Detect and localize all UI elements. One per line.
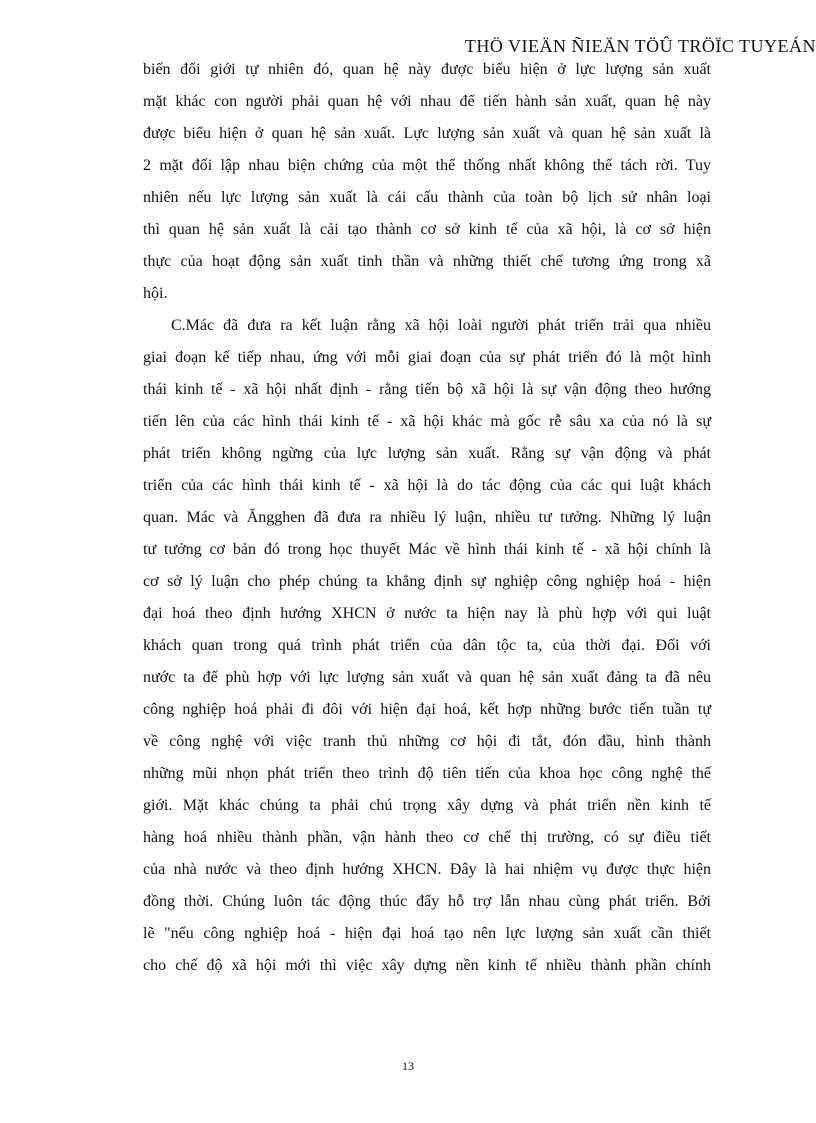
paragraph-1 bbox=[143, 54, 711, 310]
text-line: lẽ "nếu công nghiệp hoá - hiện đại hoá tạo nên lực lượng sản xuất cần thiết bbox=[143, 925, 711, 942]
text-line: thực của hoạt động sản xuất tinh thần và những thiết chế tương ứng trong xã bbox=[143, 253, 711, 270]
text-line: cho chế độ xã hội mới thì việc xây dựng nền kinh tế nhiều thành phần chính bbox=[143, 957, 711, 974]
text-line: C.Mác đã đưa ra kết luận rằng xã hội loài người phát triển trải qua nhiều bbox=[171, 317, 711, 334]
text-line: cơ sở lý luận cho phép chúng ta khẳng định sự nghiệp công nghiệp hoá - hiện bbox=[143, 573, 711, 590]
text-line: hàng hoá nhiều thành phần, vận hành theo cơ chế thị trường, có sự điều tiết bbox=[143, 829, 711, 846]
text-line: thái kinh tế - xã hội nhất định - rằng tiến bộ xã hội là sự vận động theo hướng bbox=[143, 381, 711, 398]
text-line: về công nghệ với việc tranh thủ những cơ hội đi tắt, đón đầu, hình thành bbox=[143, 733, 711, 750]
text-line: 2 mặt đối lập nhau biện chứng của một thể thống nhất không thể tách rời. Tuy bbox=[143, 157, 711, 174]
text-line: được biểu hiện ở quan hệ sản xuất. Lực lượng sản xuất và quan hệ sản xuất là bbox=[143, 125, 711, 142]
text-line: giai đoạn kế tiếp nhau, ứng với mỗi giai đoạn của sự phát triển đó là một hình bbox=[143, 349, 711, 366]
text-line: thì quan hệ sản xuất là cải tạo thành cơ sở kinh tế của xã hội, là cơ sở hiện bbox=[143, 221, 711, 238]
text-line: công nghiệp hoá phải đi đôi với hiện đại hoá, kết hợp những bước tiến tuần tự bbox=[143, 701, 711, 718]
text-line: khách quan trong quá trình phát triển của dân tộc ta, của thời đại. Đối với bbox=[143, 637, 711, 654]
text-line: giới. Mặt khác chúng ta phải chú trọng xây dựng và phát triển nền kinh tế bbox=[143, 797, 711, 814]
text-line: của nhà nước và theo định hướng XHCN. Đây là hai nhiệm vụ được thực hiện bbox=[143, 861, 711, 878]
text-line: nhiên nếu lực lượng sản xuất là cái cấu thành của toàn bộ lịch sử nhân loại bbox=[143, 189, 711, 206]
text-line: đại hoá theo định hướng XHCN ở nước ta hiện nay là phù hợp với qui luật bbox=[143, 605, 711, 622]
text-line: tiến lên của các hình thái kinh tế - xã hội khác mà gốc rễ sâu xa của nó là sự bbox=[143, 413, 711, 430]
text-line: hội. bbox=[143, 285, 168, 302]
paragraph-2 bbox=[143, 310, 711, 982]
text-line: đồng thời. Chúng luôn tác động thúc đẩy hỗ trợ lẫn nhau cùng phát triển. Bởi bbox=[143, 893, 711, 910]
text-line: những mũi nhọn phát triển theo trình độ tiên tiến của khoa học công nghệ thế bbox=[143, 765, 711, 782]
page-number: 13 bbox=[402, 1059, 414, 1073]
text-line: triển của các hình thái kinh tế - xã hội là do tác động của các qui luật khách bbox=[143, 477, 711, 494]
text-line: mặt khác con người phải quan hệ với nhau để tiến hành sản xuất, quan hệ này bbox=[143, 93, 711, 110]
text-line: biến đổi giới tự nhiên đó, quan hệ này được biểu hiện ở lực lượng sản xuất bbox=[143, 61, 711, 78]
text-line: tư tưởng cơ bản đó trong học thuyết Mác về hình thái kinh tế - xã hội chính là bbox=[143, 541, 711, 558]
text-line: phát triển không ngừng của lực lượng sản xuất. Rằng sự vận động và phát bbox=[143, 445, 711, 462]
text-line: quan. Mác và Ăngghen đã đưa ra nhiều lý luận, nhiều tư tưởng. Những lý luận bbox=[143, 509, 711, 526]
library-header: THÖ VIEÄN ÑIEÄN TÖÛ TRÖÏC TUYEÁN bbox=[464, 36, 816, 56]
text-line: nước ta để phù hợp với lực lượng sản xuất và quan hệ sản xuất đảng ta đã nêu bbox=[143, 669, 711, 686]
page-body bbox=[143, 54, 711, 982]
